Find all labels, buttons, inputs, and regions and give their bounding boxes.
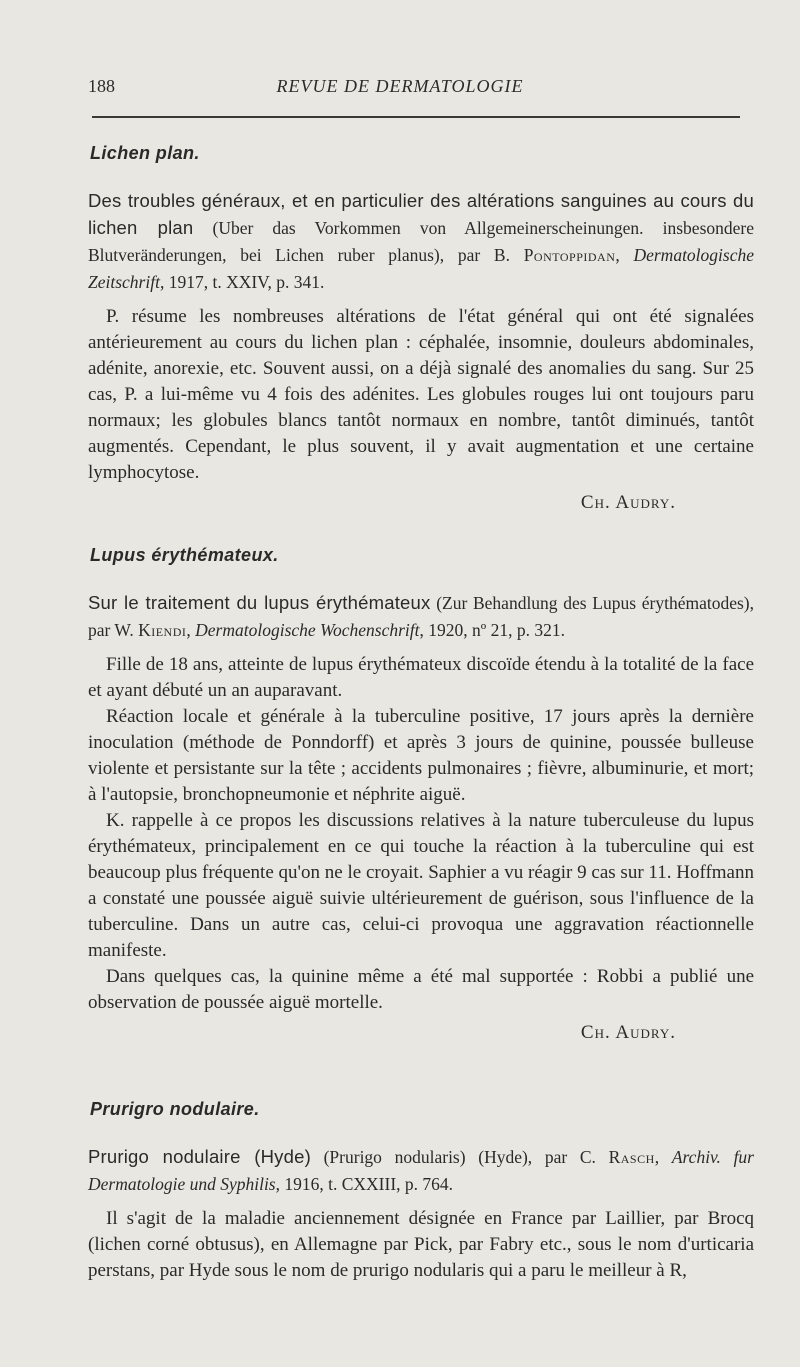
header-rule — [92, 116, 740, 118]
reference-author: Pontoppidan — [523, 245, 616, 265]
reference-journal: Archiv. fur Dermatologie und Syphilis — [88, 1147, 754, 1194]
paragraph: K. rappelle à ce propos les discussions relatives à la nature tuberculeuse du lupus érythémateux, principalement en ce qui touche la réaction à la tuberculine qui est beaucoup plus fréquente qu'on ne le croyait. Saphier a vu réagir 9 cas sur 11. Hoffmann a constaté une poussée aiguë suivie ultérieurement de guérison, sous l'influence de la tuberculine. Dans un autre cas, celui-ci provoqua une aggravation réactionnelle manifeste. — [88, 810, 754, 961]
paragraph: Dans quelques cas, la quinine même a été mal supportée : Robbi a publié une observation de poussée aiguë mortelle. — [88, 966, 754, 1013]
section-heading: Prurigro nodulaire. — [90, 1099, 260, 1119]
section-lupus-erythemateux — [88, 542, 754, 1046]
reference-citation: , 1920, nº 21, p. 321. — [419, 620, 565, 640]
reference-author: Rasch — [608, 1147, 655, 1167]
section-prurigo-nodulaire — [88, 1096, 754, 1284]
reference-citation: , 1917, t. XXIV, p. 341. — [159, 272, 325, 292]
reference-title: Des troubles généraux, et en particulier des altérations sanguines au cours du lichen plan — [88, 190, 754, 238]
signature: Ch. Audry. — [580, 492, 676, 513]
reference-author: Kiendi — [138, 620, 187, 640]
section-lichen-plan — [88, 140, 754, 516]
reference-citation: , 1916, t. CXXIII, p. 764. — [275, 1174, 454, 1194]
page-number: 188 — [88, 76, 115, 96]
reference-detail: (Prurigo nodularis) (Hyde), par C. — [310, 1147, 609, 1167]
reference: Des troubles généraux, et en particulier des altérations sanguines au cours du lichen plan (Uber das Vorkommen von Allgemeinerscheinungen. insbesondere Blutveränderungen, bei Lichen ruber planus), par B. Pontoppidan, Dermatologische Zeitschrift, 1917, t. XXIV, p. 341. — [88, 190, 755, 292]
running-head — [88, 76, 712, 104]
paragraph: Réaction locale et générale à la tuberculine positive, 17 jours après la dernière inoculation (méthode de Ponndorff) et après 3 jours de quinine, poussée bulleuse violente et persistante sur la tête ; accidents pulmonaires ; fièvre, albuminurie, et mort; à l'autopsie, bronchopneumonie et néphrite aiguë. — [88, 706, 754, 805]
reference-title: Prurigo nodulaire (Hyde) — [88, 1146, 311, 1167]
journal-title: REVUE DE DERMATOLOGIE — [276, 76, 524, 96]
signature: Ch. Audry. — [580, 1022, 676, 1043]
paragraph: Fille de 18 ans, atteinte de lupus érythémateux discoïde étendu à la totalité de la face et ayant débuté un an auparavant. — [88, 654, 754, 701]
paragraph: P. résume les nombreuses altérations de l'état général qui ont été signalées antérieurement au cours du lichen plan : céphalée, insomnie, douleurs abdominales, adénite, anorexie, etc. Souvent aussi, on a déjà signalé des anomalies du sang. Sur 25 cas, P. a lui-même vu 4 fois des adénites. Les globules rouges lui ont toujours paru normaux; les globules blancs tantôt normaux en nombre, tantôt diminués, tantôt augmentés. Cependant, le plus souvent, il y avait augmentation et une certaine lymphocytose. — [88, 306, 754, 483]
section-heading: Lupus érythémateux. — [90, 545, 279, 565]
article-body — [88, 140, 754, 1284]
reference-detail: (Zur Behandlung des Lupus érythématodes), par W. — [88, 593, 754, 640]
section-heading: Lichen plan. — [90, 143, 200, 163]
paragraph: Il s'agit de la maladie anciennement désignée en France par Laillier, par Brocq (lichen corné obtusus), en Allemagne par Pick, par Fabry etc., sous le nom d'urticaria perstans, par Hyde sous le nom de prurigo nodularis qui a paru le meilleur à R, — [88, 1208, 754, 1281]
reference-detail: (Uber das Vorkommen von Allgemeinerscheinungen. insbesondere Blutveränderungen, bei Lichen ruber planus), par B. — [88, 218, 754, 265]
reference: Prurigo nodulaire (Hyde) (Prurigo nodularis) (Hyde), par C. Rasch, Archiv. fur Dermatologie und Syphilis, 1916, t. CXXIII, p. 764. — [88, 1146, 754, 1194]
reference-journal: Dermatologische Zeitschrift — [88, 245, 755, 292]
reference: Sur le traitement du lupus érythémateux (Zur Behandlung des Lupus érythématodes), par W. Kiendi, Dermatologische Wochenschrift, 1920, nº 21, p. 321. — [88, 592, 754, 640]
reference-journal: Dermatologische Wochenschrift — [195, 620, 420, 640]
reference-title: Sur le traitement du lupus érythémateux — [88, 592, 431, 613]
